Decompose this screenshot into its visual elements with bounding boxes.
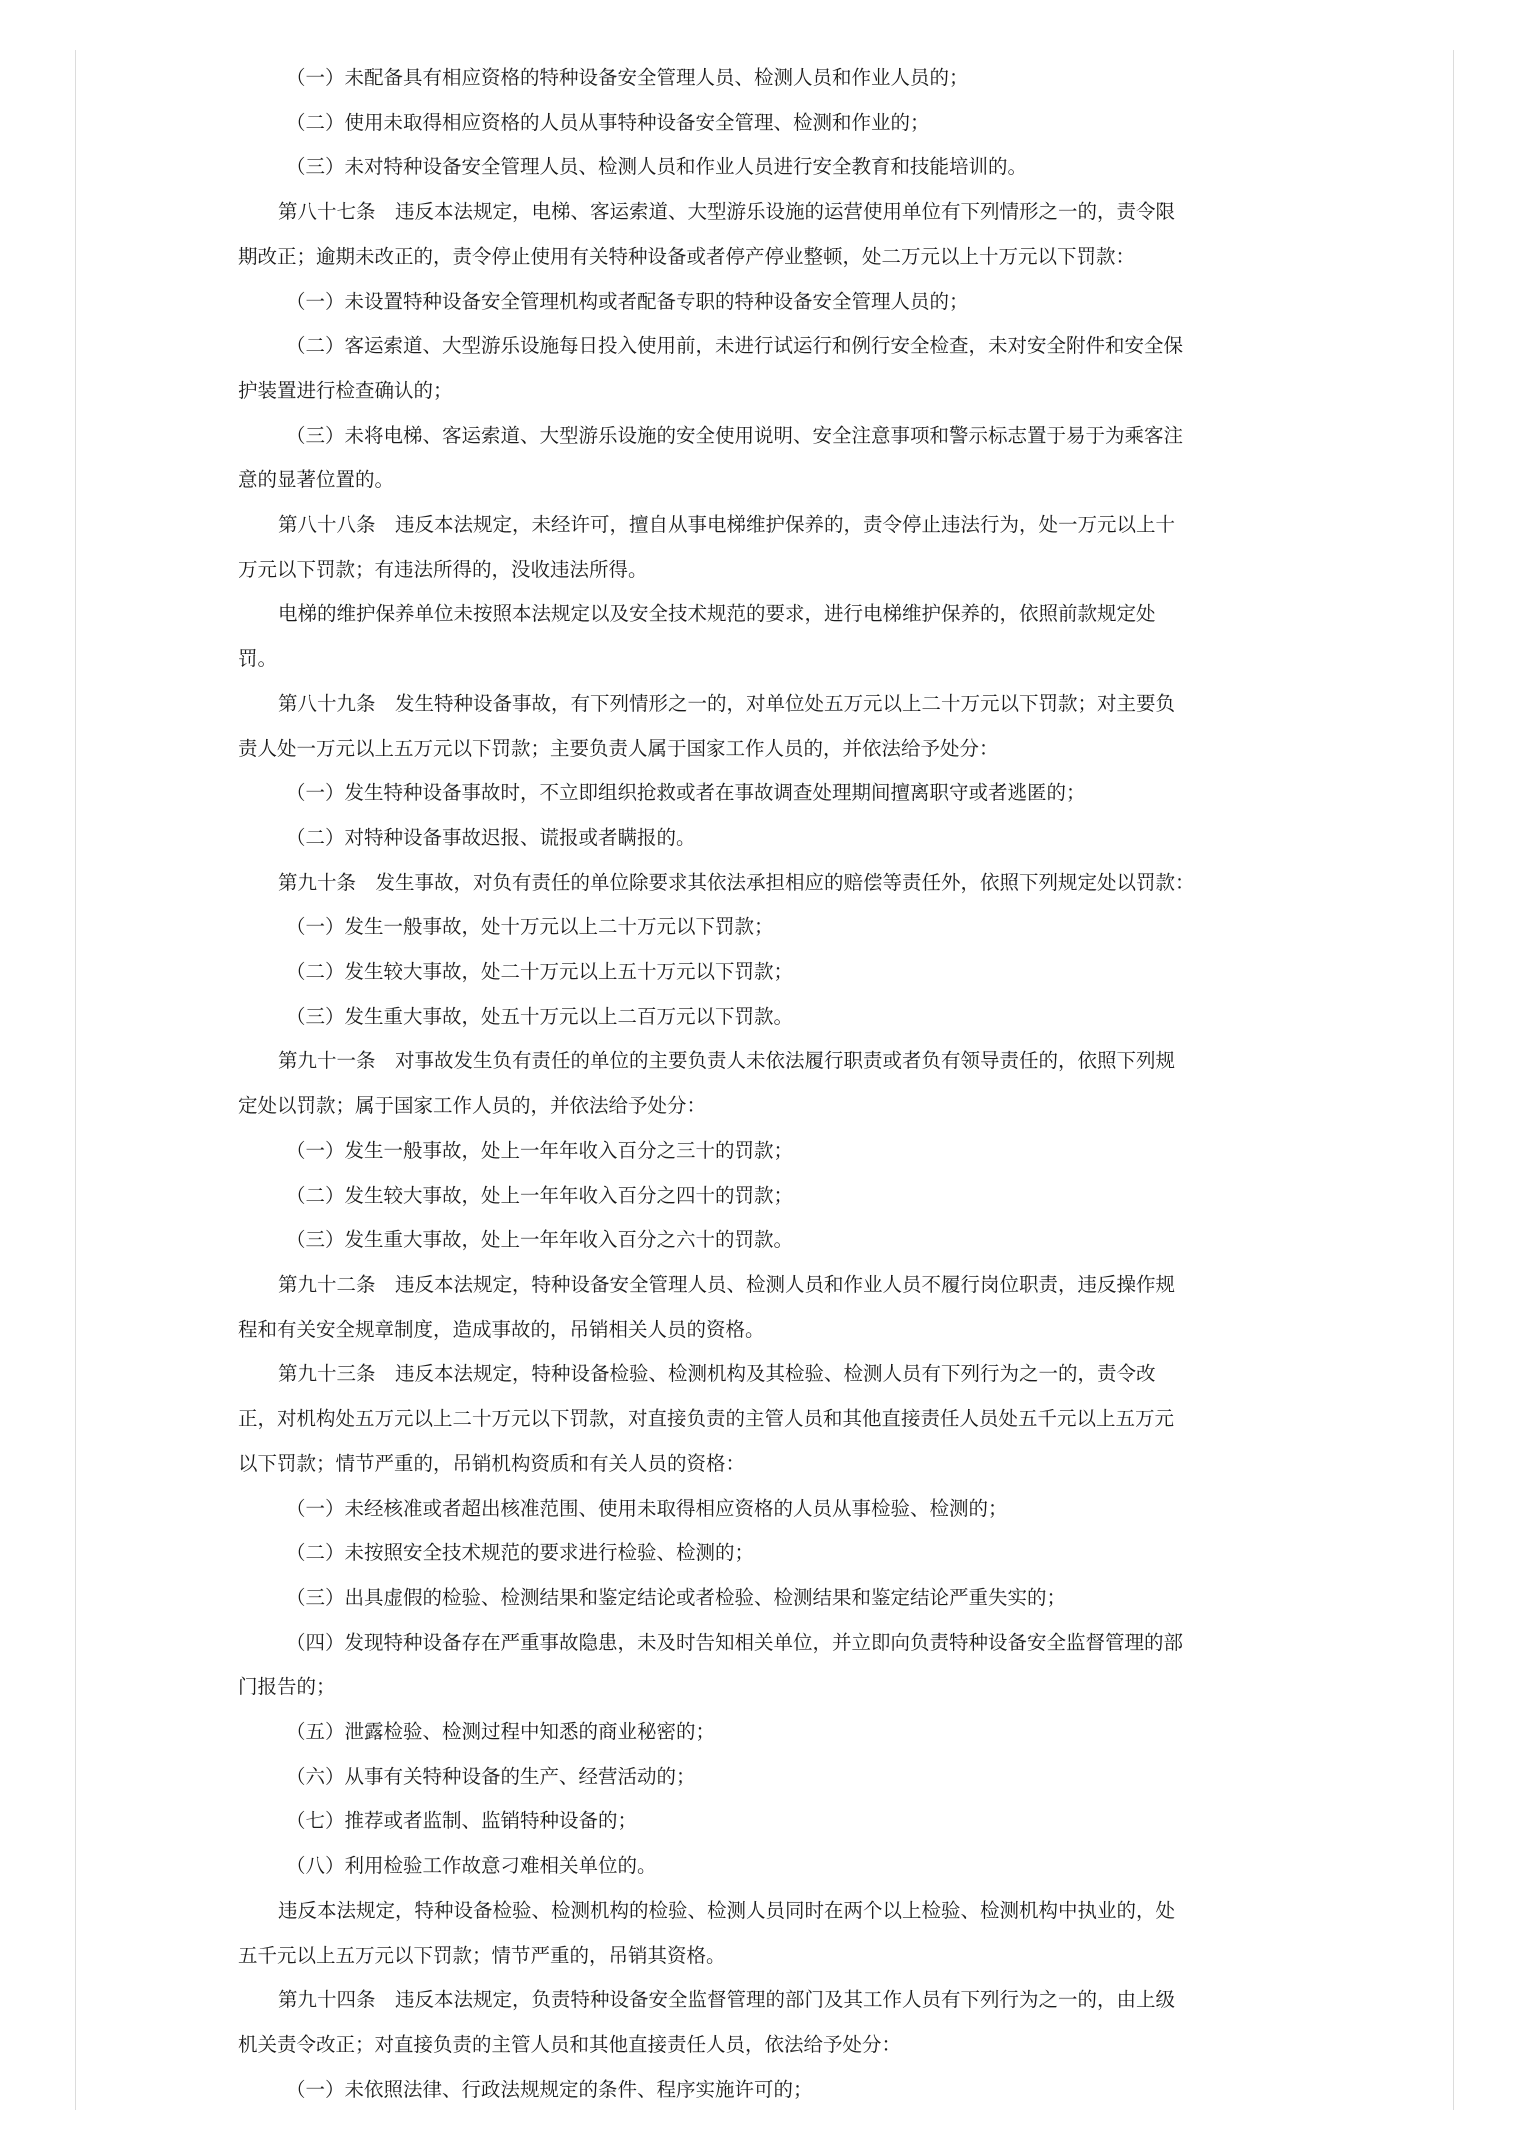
text-line: （二）未按照安全技术规范的要求进行检验、检测的； [286,1541,755,1565]
text-line: 第八十九条 发生特种设备事故，有下列情形之一的，对单位处五万元以上二十万元以下罚款；对主要负 [278,691,1176,715]
text-line: 违反本法规定，特种设备检验、检测机构的检验、检测人员同时在两个以上检验、检测机构中执业的，处 [278,1898,1176,1922]
text-line: （三）发生重大事故，处五十万元以上二百万元以下罚款。 [286,1004,794,1028]
text-line: 意的显著位置的。 [238,468,395,492]
text-line: （七）推荐或者监制、监销特种设备的； [286,1809,638,1833]
text-line: （三）未对特种设备安全管理人员、检测人员和作业人员进行安全教育和技能培训的。 [286,155,1028,179]
text-line: 万元以下罚款；有违法所得的，没收违法所得。 [238,557,648,581]
text-line: （二）客运索道、大型游乐设施每日投入使用前，未进行试运行和例行安全检查，未对安全附件和安全保 [286,334,1184,358]
text-line: 五千元以上五万元以下罚款；情节严重的，吊销其资格。 [238,1943,726,1967]
text-line: 电梯的维护保养单位未按照本法规定以及安全技术规范的要求，进行电梯维护保养的，依照前款规定处 [278,602,1156,626]
text-line: 第九十二条 违反本法规定，特种设备安全管理人员、检测人员和作业人员不履行岗位职责，违反操作规 [278,1272,1176,1296]
text-line: 程和有关安全规章制度，造成事故的，吊销相关人员的资格。 [238,1317,765,1341]
text-line: （二）发生较大事故，处上一年年收入百分之四十的罚款； [286,1183,794,1207]
text-line: （八）利用检验工作故意刁难相关单位的。 [286,1854,657,1878]
text-line: 护装置进行检查确认的； [238,378,453,402]
text-line: 正，对机构处五万元以上二十万元以下罚款，对直接负责的主管人员和其他直接责任人员处五千元以上五万元 [238,1407,1175,1431]
text-line: （一）未设置特种设备安全管理机构或者配备专职的特种设备安全管理人员的； [286,289,969,313]
text-line: （三）发生重大事故，处上一年年收入百分之六十的罚款。 [286,1228,794,1252]
text-line: （二）对特种设备事故迟报、谎报或者瞒报的。 [286,825,696,849]
text-line: 期改正；逾期未改正的，责令停止使用有关特种设备或者停产停业整顿，处二万元以上十万元以下罚款： [238,244,1136,268]
text-line: （三）未将电梯、客运索道、大型游乐设施的安全使用说明、安全注意事项和警示标志置于易于为乘客注 [286,423,1184,447]
text-line: （一）未依照法律、行政法规规定的条件、程序实施许可的； [286,2077,813,2101]
text-line: 第九十三条 违反本法规定，特种设备检验、检测机构及其检验、检测人员有下列行为之一的，责令改 [278,1362,1156,1386]
text-line: （一）未配备具有相应资格的特种设备安全管理人员、检测人员和作业人员的； [286,66,969,89]
text-line: （一）发生一般事故，处上一年年收入百分之三十的罚款； [286,1138,794,1162]
right-margin-rule [1453,50,1454,2110]
text-line: （一）发生一般事故，处十万元以上二十万元以下罚款； [286,915,774,939]
text-line: （二）发生较大事故，处二十万元以上五十万元以下罚款； [286,960,794,984]
text-line: 第八十七条 违反本法规定，电梯、客运索道、大型游乐设施的运营使用单位有下列情形之一的，责令限 [278,200,1176,224]
text-line: （四）发现特种设备存在严重事故隐患，未及时告知相关单位，并立即向负责特种设备安全监督管理的部 [286,1630,1184,1654]
text-line: （二）使用未取得相应资格的人员从事特种设备安全管理、检测和作业的； [286,110,930,134]
text-line: 门报告的； [238,1675,336,1699]
text-line: 第九十条 发生事故，对负有责任的单位除要求其依法承担相应的赔偿等责任外，依照下列规定处以罚款： [278,870,1195,894]
text-line: （五）泄露检验、检测过程中知悉的商业秘密的； [286,1720,716,1744]
document-body [238,56,1298,2112]
text-line: （一）未经核准或者超出核准范围、使用未取得相应资格的人员从事检验、检测的； [286,1496,1008,1520]
text-line: 第九十一条 对事故发生负有责任的单位的主要负责人未依法履行职责或者负有领导责任的，依照下列规 [278,1049,1176,1073]
text-line: 第八十八条 违反本法规定，未经许可，擅自从事电梯维护保养的，责令停止违法行为，处一万元以上十 [278,513,1176,537]
text-line: （三）出具虚假的检验、检测结果和鉴定结论或者检验、检测结果和鉴定结论严重失实的； [286,1585,1067,1609]
text-line: 定处以罚款；属于国家工作人员的，并依法给予处分： [238,1094,707,1118]
text-line: 机关责令改正；对直接负责的主管人员和其他直接责任人员，依法给予处分： [238,2032,902,2056]
text-line: 罚。 [238,647,278,671]
text-line: （六）从事有关特种设备的生产、经营活动的； [286,1764,696,1788]
text-line: （一）发生特种设备事故时，不立即组织抢救或者在事故调查处理期间擅离职守或者逃匿的； [286,781,1086,805]
text-line: 责人处一万元以上五万元以下罚款；主要负责人属于国家工作人员的，并依法给予处分： [238,736,999,760]
text-line: 第九十四条 违反本法规定，负责特种设备安全监督管理的部门及其工作人员有下列行为之一的，由上级 [278,1988,1176,2012]
left-margin-rule [75,50,76,2110]
text-line: 以下罚款；情节严重的，吊销机构资质和有关人员的资格： [238,1451,746,1475]
